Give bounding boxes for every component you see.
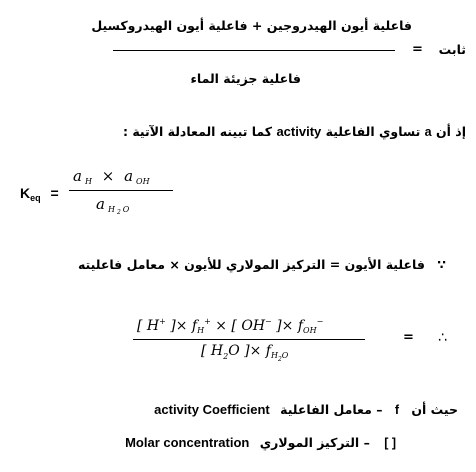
definition-bracket (125, 435, 396, 450)
eq3-num-h: [ H (137, 318, 160, 334)
eq3-num-close2: ]× f (271, 318, 304, 334)
definition-f (154, 402, 458, 417)
eq3-den-open: [ H (201, 343, 224, 359)
statement-line (123, 124, 466, 139)
def-bracket-symbol: [ ] (384, 436, 396, 450)
eq2-denominator (96, 195, 129, 216)
eq3-foh-sub: OH (303, 326, 317, 335)
eq3-num-close1: ]× f (165, 318, 198, 334)
ion-activity-line (78, 257, 446, 272)
ion-activity-therefore: ∵ (437, 257, 446, 272)
def-f-prefix: حيث أن (411, 402, 458, 417)
eq3-den-f-sub-h: H (270, 351, 278, 360)
eq3-therefore: ∴ (438, 330, 447, 346)
def-f-arabic: معامل الفاعلية (280, 402, 372, 417)
statement-mid: تساوي الفاعلية (325, 124, 421, 139)
eq1-fraction-bar (113, 50, 395, 51)
eq2-den-sub-h: H (107, 205, 115, 214)
eq3-foh-sup: − (316, 317, 324, 326)
eq3-denominator (201, 343, 288, 363)
eq1-numerator: فاعلية أيون الهيدروجين + فاعلية أيون الهيدروكسيل (91, 18, 412, 33)
eq2-num-a1: a (73, 167, 82, 185)
ion-activity-text: فاعلية الأيون = التركيز المولاري للأيون × معامل فاعليته (77, 257, 425, 272)
eq2-lhs (20, 185, 59, 203)
eq2-k-sub: eq (30, 193, 41, 203)
def-f-dash: – (376, 402, 383, 417)
eq3-fraction-bar (133, 339, 365, 340)
eq3-num-times: × [ OH (210, 318, 266, 334)
statement-suffix: كما تبينه المعادلة الآتية : (122, 124, 273, 139)
eq2-num-sub1: H (84, 177, 92, 186)
eq3-num-h-sup: + (159, 317, 166, 326)
eq3-den-sub2: 2 (223, 352, 229, 361)
eq2-num-sub2: OH (136, 177, 150, 186)
eq1-denominator: فاعلية جزيئة الماء (190, 71, 301, 86)
eq2-k: K (20, 185, 31, 201)
eq2-fraction-bar (69, 190, 173, 191)
statement-prefix: إذ أن (435, 124, 466, 139)
eq3-den-f-sub-o: O (281, 351, 289, 360)
eq2-den-a: a (96, 195, 105, 213)
eq2-equals: = (50, 185, 59, 201)
eq1-equals: = (412, 42, 423, 57)
def-bracket-arabic: التركيز المولاري (259, 435, 360, 450)
eq2-den-sub-o: O (122, 205, 130, 214)
eq3-den-o: O ]× f (228, 343, 271, 359)
eq2-times: × (101, 167, 115, 185)
eq3-den-f-sub-2: 2 (277, 356, 282, 363)
eq3-fh-sub: H (197, 326, 205, 335)
eq2-numerator (73, 167, 150, 186)
eq2-num-a2: a (124, 167, 134, 185)
statement-a-symbol: a (424, 125, 432, 139)
eq3-numerator (137, 317, 323, 335)
def-f-symbol: f (394, 403, 399, 417)
eq1-lhs: ثابت (438, 42, 466, 57)
def-bracket-english: Molar concentration (125, 435, 250, 450)
def-bracket-dash: – (363, 435, 370, 450)
statement-term: activity (276, 124, 322, 139)
eq3-oh-sup: − (265, 317, 272, 326)
eq2-den-sub-2: 2 (116, 209, 121, 216)
eq3-equals: = (403, 330, 414, 345)
def-f-english: activity Coefficient (154, 402, 270, 417)
eq3-fh-sup: + (204, 317, 211, 326)
